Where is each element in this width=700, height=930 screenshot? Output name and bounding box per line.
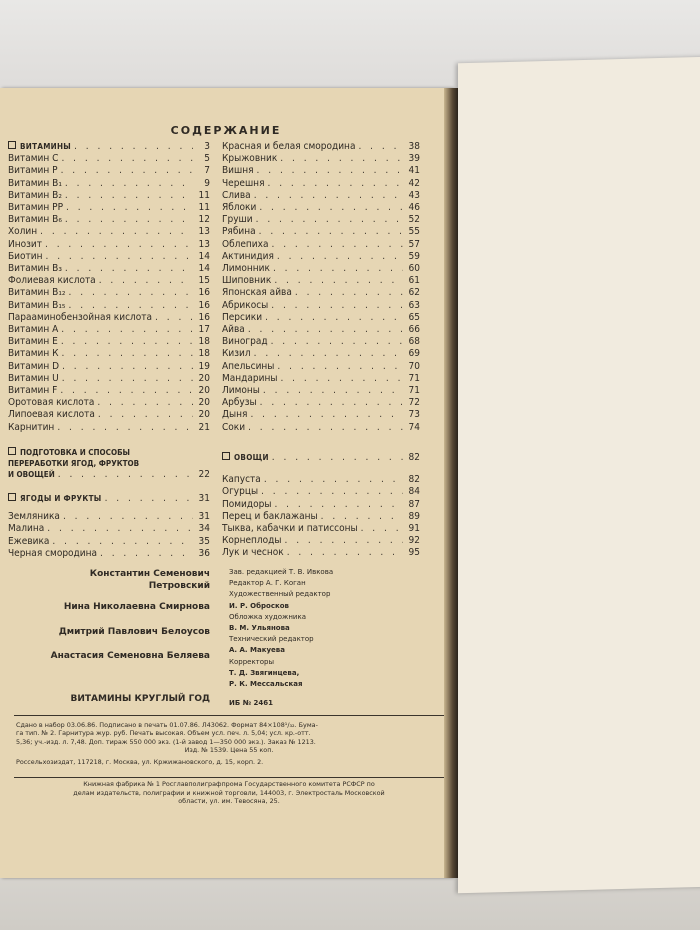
toc-entry-label: Витамин D xyxy=(8,360,60,372)
toc-entry-label: Витамин А xyxy=(8,324,59,336)
toc-entry xyxy=(222,486,420,498)
toc-entry-label: Виноград xyxy=(222,336,268,348)
toc-entry xyxy=(222,202,420,214)
toc-entry-page: 52 xyxy=(408,214,420,226)
toc-entry xyxy=(8,397,210,409)
leader-dots xyxy=(52,536,193,548)
toc-entry-page: 87 xyxy=(408,498,420,510)
toc-title: СОДЕРЖАНИЕ xyxy=(170,124,282,137)
toc-entry-page: 11 xyxy=(198,202,210,214)
leader-dots xyxy=(100,548,193,560)
toc-entry xyxy=(8,385,210,397)
toc-entry xyxy=(8,422,210,434)
toc-entry-page: 17 xyxy=(198,324,210,336)
toc-entry-label: Витамин B₆ xyxy=(8,214,62,226)
toc-entry-page: 13 xyxy=(198,238,210,250)
section-square-icon xyxy=(8,141,16,149)
leader-dots xyxy=(250,409,403,421)
toc-entry-page: 31 xyxy=(198,511,210,523)
toc-entry-page: 19 xyxy=(198,360,210,372)
toc-entry-label: Тыква, кабачки и патиссоны xyxy=(222,523,358,535)
toc-berries-column xyxy=(8,493,210,560)
toc-entry-label: Мандарины xyxy=(222,372,278,384)
leader-dots xyxy=(321,511,403,523)
leader-dots xyxy=(40,226,193,238)
toc-entry xyxy=(222,165,420,177)
leader-dots xyxy=(65,263,193,275)
toc-entry xyxy=(222,535,420,547)
leader-dots xyxy=(274,275,403,287)
toc-entry-page: 20 xyxy=(198,385,210,397)
author-4: Анастасия Семеновна Беляева xyxy=(50,651,210,661)
leader-dots xyxy=(62,373,193,385)
toc-entry-page: 36 xyxy=(198,547,210,559)
leader-dots xyxy=(254,348,403,360)
toc-entry xyxy=(222,141,420,153)
toc-entry-page: 68 xyxy=(408,336,420,348)
toc-entry-label: Облепиха xyxy=(222,238,269,250)
toc-entry xyxy=(222,239,420,251)
toc-entry-page: 11 xyxy=(198,189,210,201)
leader-dots xyxy=(261,486,403,498)
leader-dots xyxy=(256,214,403,226)
toc-entry xyxy=(8,523,210,535)
leader-dots xyxy=(99,275,193,287)
leader-dots xyxy=(361,523,403,535)
editorial-credits: Зав. редакцией Т. В. Ивкова Редактор А. Г. Коган Художественный редактор И. Р. Обросков Обложка художника В. М. Ульянова Технический редактор А. А. Макуева Корректоры Т. Д. Звягинцева, Р. К. Мессальская xyxy=(229,568,334,689)
leader-dots xyxy=(259,202,403,214)
toc-entry-label: ОВОЩИ xyxy=(222,452,269,464)
toc-entry-page: 65 xyxy=(408,311,420,323)
toc-entry xyxy=(222,312,420,324)
leader-dots xyxy=(248,324,403,336)
toc-entry-label: Лимоны xyxy=(222,385,260,397)
toc-entry-page: 14 xyxy=(198,263,210,275)
toc-entry-label: Липоевая кислота xyxy=(8,409,95,421)
toc-entry-label: Персики xyxy=(222,311,263,323)
leader-dots xyxy=(105,493,193,505)
toc-left-column xyxy=(8,141,210,434)
toc-entry-label: Абрикосы xyxy=(222,299,269,311)
toc-entry-label: Лук и чеснок xyxy=(222,547,284,559)
toc-entry xyxy=(222,226,420,238)
toc-entry-label: Витамин Р xyxy=(8,165,58,177)
toc-section-vegetables xyxy=(222,452,420,464)
toc-entry-page: 72 xyxy=(408,397,420,409)
leader-dots xyxy=(267,178,403,190)
leader-dots xyxy=(62,348,193,360)
leader-dots xyxy=(61,165,193,177)
toc-entry-page: 12 xyxy=(198,214,210,226)
toc-entry xyxy=(8,373,210,385)
toc-entry xyxy=(222,361,420,373)
toc-entry xyxy=(222,275,420,287)
toc-entry-page: 91 xyxy=(408,523,420,535)
toc-entry-label: Капуста xyxy=(222,474,261,486)
leader-dots xyxy=(65,178,193,190)
toc-entry-page: 84 xyxy=(408,486,420,498)
toc-section-berries xyxy=(8,493,210,505)
leader-dots xyxy=(69,300,193,312)
author-3: Дмитрий Павлович Белоусов xyxy=(58,627,210,637)
toc-entry-label: Парааминобензойная кислота xyxy=(8,311,153,323)
leader-dots xyxy=(285,535,404,547)
leader-dots xyxy=(280,153,403,165)
toc-entry-page: 16 xyxy=(198,299,210,311)
toc-entry xyxy=(222,348,420,360)
toc-entry-label: Инозит xyxy=(8,238,42,250)
toc-entry xyxy=(222,422,420,434)
leader-dots xyxy=(280,373,403,385)
book-title: ВИТАМИНЫ КРУГЛЫЙ ГОД xyxy=(70,694,210,704)
author-2: Нина Николаевна Смирнова xyxy=(63,602,210,612)
toc-entry-label: Яблоки xyxy=(222,202,257,214)
toc-entry-page: 14 xyxy=(198,250,210,262)
processing-section-line1: ПОДГОТОВКА И СПОСОБЫ xyxy=(8,447,210,458)
toc-entry-label: Красная и белая смородина xyxy=(222,141,356,152)
leader-dots xyxy=(260,397,403,409)
toc-entry-page: 73 xyxy=(408,409,420,421)
toc-entry xyxy=(8,165,210,177)
toc-entry xyxy=(8,409,210,421)
toc-entry xyxy=(222,251,420,263)
toc-entry xyxy=(8,300,210,312)
toc-entry-page: 42 xyxy=(408,177,420,189)
toc-entry-page: 34 xyxy=(198,523,210,535)
toc-entry-label: Шиповник xyxy=(222,275,272,287)
toc-entry-page: 46 xyxy=(408,202,420,214)
isbn-number: ИБ № 2461 xyxy=(229,699,273,707)
toc-entry-label: ЯГОДЫ И ФРУКТЫ xyxy=(8,493,102,505)
leader-dots xyxy=(259,226,403,238)
toc-entry-label: Арбузы xyxy=(222,397,257,409)
toc-entry-page: 15 xyxy=(198,275,210,287)
leader-dots xyxy=(271,239,403,251)
toc-entry xyxy=(8,141,210,153)
toc-entry-page: 31 xyxy=(198,493,210,504)
leader-dots xyxy=(273,263,403,275)
toc-entry xyxy=(222,263,420,275)
leader-dots xyxy=(155,312,193,324)
toc-entry-label: Черная смородина xyxy=(8,547,97,559)
toc-entry-page: 38 xyxy=(408,141,420,152)
processing-section-line3: И ОВОЩЕЙ . . . 22 xyxy=(8,469,210,481)
leader-dots xyxy=(65,214,193,226)
toc-entry-page: 7 xyxy=(204,165,210,177)
toc-entry-label: Японская айва xyxy=(222,287,292,299)
toc-entry xyxy=(222,511,420,523)
toc-entry-label: Крыжовник xyxy=(222,153,278,165)
toc-entry xyxy=(8,239,210,251)
leader-dots xyxy=(248,422,403,434)
toc-entry-page: 39 xyxy=(408,153,420,165)
toc-entry-page: 74 xyxy=(408,421,420,433)
toc-entry xyxy=(222,373,420,385)
toc-entry-page: 20 xyxy=(198,372,210,384)
toc-entry xyxy=(8,336,210,348)
toc-entry xyxy=(8,361,210,373)
toc-entry-page: 69 xyxy=(408,348,420,360)
toc-entry-page: 20 xyxy=(198,409,210,421)
toc-entry xyxy=(8,287,210,299)
author-1: Константин Семенович Петровский xyxy=(89,569,210,591)
leader-dots xyxy=(287,547,403,559)
toc-entry xyxy=(222,474,420,486)
toc-entry-page: 70 xyxy=(408,360,420,372)
toc-entry-label: Лимонник xyxy=(222,263,270,275)
toc-entry-page: 5 xyxy=(204,153,210,165)
toc-entry xyxy=(222,178,420,190)
toc-entry-label: Фолиевая кислота xyxy=(8,275,96,287)
toc-entry-page: 18 xyxy=(198,336,210,348)
toc-entry xyxy=(222,409,420,421)
toc-entry xyxy=(8,251,210,263)
toc-entry xyxy=(8,226,210,238)
leader-dots xyxy=(65,190,193,202)
toc-entry xyxy=(8,178,210,190)
toc-entry-label: Помидоры xyxy=(222,498,272,510)
toc-entry-label: Витамин B₂ xyxy=(8,189,62,201)
toc-entry-page: 43 xyxy=(408,189,420,201)
processing-section xyxy=(8,447,210,481)
toc-entry-page: 62 xyxy=(408,287,420,299)
toc-entry-page: 71 xyxy=(408,372,420,384)
toc-entry-page: 82 xyxy=(408,474,420,486)
toc-entry-page: 89 xyxy=(408,510,420,522)
toc-entry-page: 3 xyxy=(204,141,210,152)
toc-entry xyxy=(8,190,210,202)
toc-entry-label: Витамин B₁ xyxy=(8,177,62,189)
toc-entry-label: Черешня xyxy=(222,177,265,189)
toc-entry-label: Витамин B₁₅ xyxy=(8,299,66,311)
toc-entry-label: Кизил xyxy=(222,348,251,360)
leader-dots xyxy=(97,397,193,409)
leader-dots xyxy=(271,300,403,312)
toc-entry xyxy=(8,153,210,165)
leader-dots xyxy=(277,251,403,263)
toc-entry-page: 82 xyxy=(408,452,420,463)
leader-dots xyxy=(263,385,403,397)
toc-entry-label: Айва xyxy=(222,324,245,336)
toc-entry-label: Витамин С xyxy=(8,153,59,165)
toc-entry-label: Дыня xyxy=(222,409,248,421)
toc-entry xyxy=(222,397,420,409)
leader-dots xyxy=(254,190,403,202)
toc-entry-label: ВИТАМИНЫ xyxy=(8,141,71,153)
toc-entry xyxy=(222,324,420,336)
toc-entry-label: Апельсины xyxy=(222,360,275,372)
toc-entry-page: 92 xyxy=(408,535,420,547)
toc-entry-label: Витамин Е xyxy=(8,336,58,348)
toc-vegetables-column xyxy=(222,452,420,560)
leader-dots xyxy=(62,361,193,373)
toc-entry-label: Витамин PP xyxy=(8,202,63,214)
leader-dots xyxy=(277,361,403,373)
printer-block: Книжная фабрика № 1 Росглавполиграфпрома Государственного комитета РСФСР по делам издательств, полиграфии и книжной торговли, 144003, г. Электросталь Московской области, ул. им. Тевосяна, 25. xyxy=(73,780,385,806)
toc-entry-label: Ежевика xyxy=(8,535,50,547)
divider-line xyxy=(14,777,444,778)
toc-entry-label: Биотин xyxy=(8,250,43,262)
toc-entry-page: 21 xyxy=(198,421,210,433)
leader-dots xyxy=(47,523,193,535)
toc-entry-label: Малина xyxy=(8,523,45,535)
toc-entry xyxy=(8,348,210,360)
toc-entry-label: Витамин B₁₂ xyxy=(8,287,66,299)
leader-dots xyxy=(74,141,193,153)
leader-dots xyxy=(45,239,193,251)
toc-entry-page: 61 xyxy=(408,275,420,287)
processing-section-line2: ПЕРЕРАБОТКИ ЯГОД, ФРУКТОВ xyxy=(8,459,140,468)
imprint-block: Сдано в набор 03.06.86. Подписано в печать 01.07.86. Л43062. Формат 84×108¹/₃₂. Бума- га тип. № 2. Гарнитура жур. руб. Печать высокая. Объем усл. печ. л. 5,04; усл. кр.-отт. 5,36; уч.-изд. л. 7,48. Доп. тираж 550 000 экз. (1-й завод 1—350 000 экз.). Заказ № 1213. Изд. № 1539. Цена 55 коп. Россельхозиздат, 117218, г. Москва, ул. Кржижановского, д. 15, корп. 2. xyxy=(16,721,318,766)
section-square-icon xyxy=(8,447,16,455)
toc-entry-page: 16 xyxy=(198,311,210,323)
toc-entry xyxy=(8,263,210,275)
section-square-icon xyxy=(222,452,230,460)
toc-entry-page: 57 xyxy=(408,238,420,250)
toc-entry-label: Перец и баклажаны xyxy=(222,510,318,522)
toc-entry-label: Холин xyxy=(8,226,38,238)
toc-entry-label: Актинидия xyxy=(222,250,274,262)
toc-entry-label: Соки xyxy=(222,421,246,433)
toc-entry-label: Карнитин xyxy=(8,421,55,433)
toc-entry-page: 59 xyxy=(408,250,420,262)
divider-line xyxy=(14,715,444,716)
toc-entry xyxy=(222,499,420,511)
toc-entry xyxy=(8,536,210,548)
toc-entry-page: 13 xyxy=(198,226,210,238)
toc-entry xyxy=(222,300,420,312)
leader-dots xyxy=(265,312,403,324)
toc-entry-label: Витамин B₃ xyxy=(8,263,62,275)
leader-dots xyxy=(61,336,193,348)
toc-entry-label: Земляника xyxy=(8,511,60,523)
toc-entry xyxy=(8,214,210,226)
toc-entry-page: 63 xyxy=(408,299,420,311)
toc-entry-page: 55 xyxy=(408,226,420,238)
toc-entry-page: 41 xyxy=(408,165,420,177)
book-gutter xyxy=(444,88,458,878)
leader-dots xyxy=(66,202,193,214)
toc-entry-label: Корнеплоды xyxy=(222,535,282,547)
leader-dots xyxy=(61,153,193,165)
toc-entry-page: 20 xyxy=(198,397,210,409)
toc-entry-label: Витамин К xyxy=(8,348,59,360)
leader-dots xyxy=(60,385,193,397)
toc-entry xyxy=(222,336,420,348)
toc-entry xyxy=(8,312,210,324)
toc-entry-page: 9 xyxy=(204,177,210,189)
toc-entry xyxy=(222,547,420,559)
toc-entry-label: Огурцы xyxy=(222,486,259,498)
toc-entry-page: 35 xyxy=(198,535,210,547)
toc-entry-page: 60 xyxy=(408,263,420,275)
toc-entry-page: 71 xyxy=(408,385,420,397)
leader-dots xyxy=(69,287,193,299)
toc-entry xyxy=(8,275,210,287)
right-page-blank xyxy=(458,57,700,894)
leader-dots xyxy=(98,409,193,421)
toc-entry xyxy=(222,287,420,299)
toc-entry xyxy=(222,153,420,165)
leader-dots xyxy=(57,422,193,434)
toc-entry-page: 16 xyxy=(198,287,210,299)
toc-entry-label: Оротовая кислота xyxy=(8,397,95,409)
toc-entry xyxy=(222,385,420,397)
leader-dots xyxy=(272,452,403,464)
toc-entry xyxy=(8,511,210,523)
section-square-icon xyxy=(8,493,16,501)
toc-entry-label: Вишня xyxy=(222,165,254,177)
toc-entry-label: Слива xyxy=(222,189,251,201)
toc-entry xyxy=(222,523,420,535)
toc-entry xyxy=(222,190,420,202)
toc-entry xyxy=(222,214,420,226)
toc-entry-label: Рябина xyxy=(222,226,256,238)
leader-dots xyxy=(63,511,193,523)
toc-entry-label: Груши xyxy=(222,214,253,226)
toc-right-column xyxy=(222,141,420,434)
toc-entry-page: 18 xyxy=(198,348,210,360)
leader-dots xyxy=(271,336,403,348)
toc-entry-page: 66 xyxy=(408,324,420,336)
toc-entry xyxy=(8,202,210,214)
leader-dots xyxy=(46,251,194,263)
leader-dots xyxy=(358,141,403,153)
leader-dots xyxy=(274,499,403,511)
leader-dots xyxy=(295,287,403,299)
toc-entry xyxy=(8,548,210,560)
leader-dots xyxy=(264,474,403,486)
toc-entry-page: 95 xyxy=(408,547,420,559)
toc-entry-label: Витамин U xyxy=(8,372,59,384)
leader-dots xyxy=(61,324,193,336)
toc-entry xyxy=(8,324,210,336)
toc-entry-label: Витамин F xyxy=(8,385,58,397)
leader-dots xyxy=(257,165,403,177)
book-page xyxy=(0,88,452,878)
